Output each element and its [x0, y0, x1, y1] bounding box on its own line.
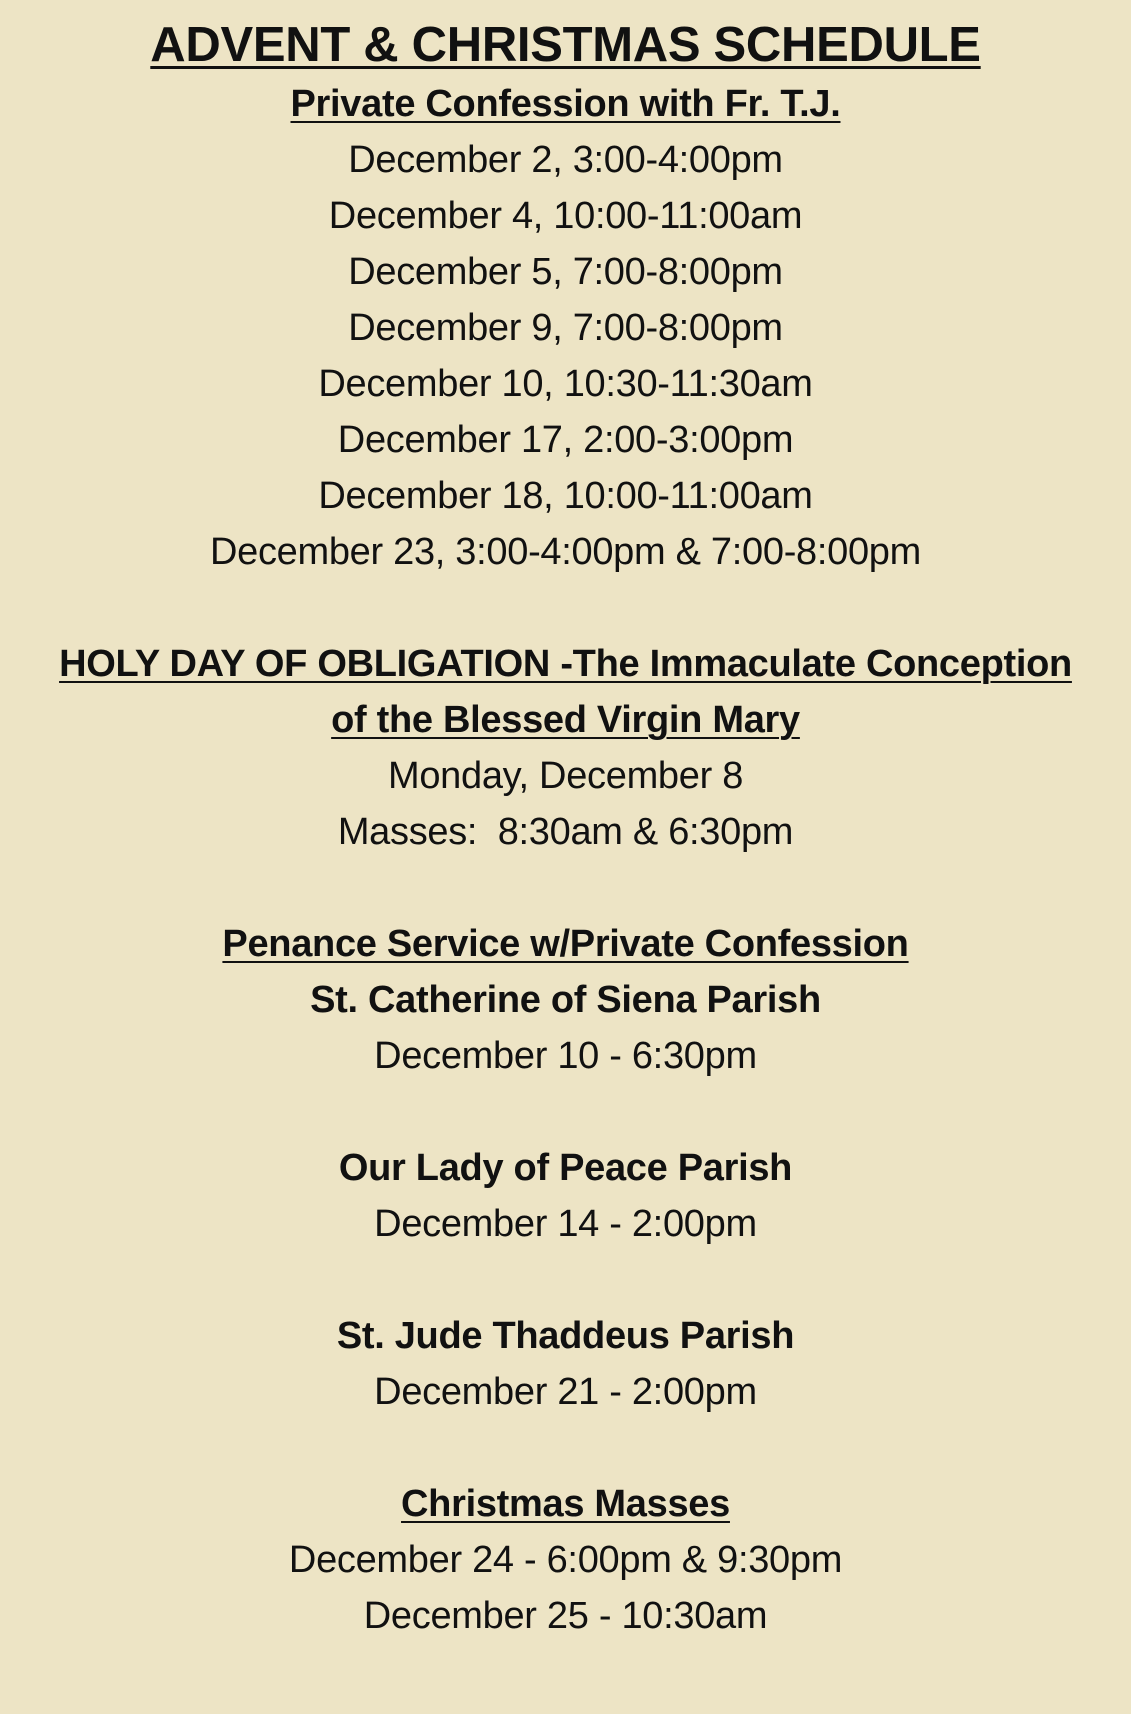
holy-day-heading-cont: of the Blessed Virgin Mary	[331, 699, 800, 741]
christmas-time: December 24 - 6:00pm & 9:30pm	[288, 1539, 843, 1581]
confession-time: December 18, 10:00-11:00am	[318, 475, 813, 517]
penance-section	[0, 916, 1131, 1420]
spacer	[0, 1084, 1131, 1140]
spacer	[0, 580, 1131, 636]
confession-time: December 4, 10:00-11:00am	[328, 195, 803, 237]
page-title: ADVENT & CHRISTMAS SCHEDULE	[150, 18, 981, 72]
holy-day-heading: HOLY DAY OF OBLIGATION -The Immaculate Conception	[59, 643, 1072, 685]
parish-time: December 14 - 2:00pm	[374, 1203, 757, 1245]
holy-day-section	[0, 636, 1131, 860]
parish-time: December 21 - 2:00pm	[374, 1371, 757, 1413]
spacer	[0, 1252, 1131, 1308]
confession-section	[0, 76, 1131, 580]
confession-time: December 10, 10:30-11:30am	[318, 363, 813, 405]
christmas-section	[0, 1476, 1131, 1644]
spacer	[0, 860, 1131, 916]
christmas-time: December 25 - 10:30am	[363, 1595, 768, 1637]
penance-heading: Penance Service w/Private Confession	[222, 923, 909, 965]
christmas-heading: Christmas Masses	[401, 1483, 730, 1525]
holy-day-masses: Masses: 8:30am & 6:30pm	[337, 811, 794, 853]
parish-name: St. Jude Thaddeus Parish	[336, 1315, 795, 1357]
holy-day-date: Monday, December 8	[387, 755, 744, 797]
parish-name: St. Catherine of Siena Parish	[310, 979, 821, 1021]
parish-time: December 10 - 6:30pm	[374, 1035, 757, 1077]
parish-name: Our Lady of Peace Parish	[338, 1147, 793, 1189]
confession-time: December 17, 2:00-3:00pm	[337, 419, 794, 461]
confession-time: December 23, 3:00-4:00pm & 7:00-8:00pm	[209, 531, 921, 573]
confession-heading: Private Confession with Fr. T.J.	[290, 83, 841, 125]
spacer	[0, 1420, 1131, 1476]
confession-time: December 9, 7:00-8:00pm	[348, 307, 783, 349]
confession-time: December 2, 3:00-4:00pm	[348, 139, 783, 181]
confession-time: December 5, 7:00-8:00pm	[348, 251, 783, 293]
